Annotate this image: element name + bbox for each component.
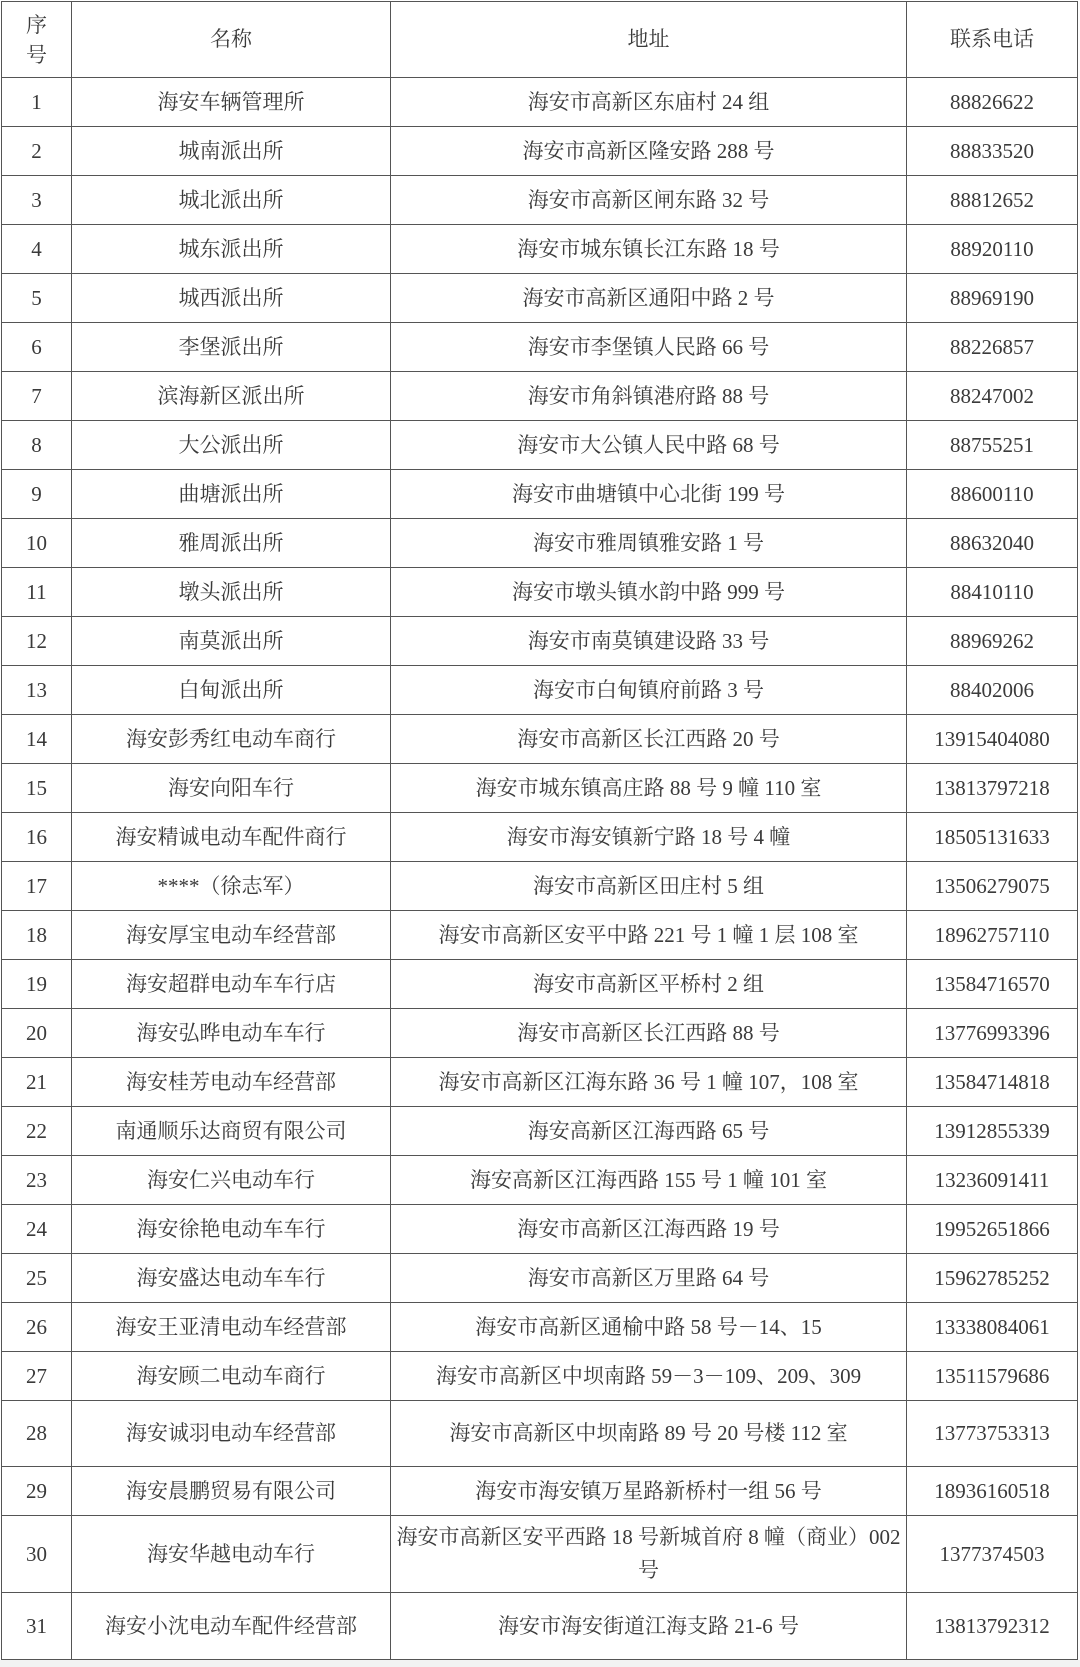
row-number: 17 (2, 862, 72, 911)
table-row (2, 225, 1078, 274)
contact-table (1, 1, 1078, 1660)
row-name: 城东派出所 (72, 225, 391, 274)
row-address: 海安市高新区江海东路 36 号 1 幢 107，108 室 (391, 1058, 907, 1107)
row-name: 海安徐艳电动车车行 (72, 1205, 391, 1254)
header-phone: 联系电话 (907, 2, 1078, 78)
table-row (2, 1401, 1078, 1467)
row-number: 23 (2, 1156, 72, 1205)
row-name: 白甸派出所 (72, 666, 391, 715)
row-phone: 13912855339 (907, 1107, 1078, 1156)
row-name: 海安桂芳电动车经营部 (72, 1058, 391, 1107)
row-name: 墩头派出所 (72, 568, 391, 617)
row-name: 海安精诚电动车配件商行 (72, 813, 391, 862)
row-number: 15 (2, 764, 72, 813)
row-name: 城北派出所 (72, 176, 391, 225)
row-phone: 1377374503 (907, 1516, 1078, 1593)
table-row (2, 470, 1078, 519)
table-row (2, 764, 1078, 813)
row-phone: 88402006 (907, 666, 1078, 715)
row-phone: 88812652 (907, 176, 1078, 225)
table-row (2, 274, 1078, 323)
row-name: 海安小沈电动车配件经营部 (72, 1593, 391, 1660)
table-row (2, 176, 1078, 225)
row-phone: 88632040 (907, 519, 1078, 568)
row-address: 海安市高新区长江西路 20 号 (391, 715, 907, 764)
row-phone: 13584714818 (907, 1058, 1078, 1107)
row-phone: 88755251 (907, 421, 1078, 470)
table-row (2, 1303, 1078, 1352)
row-number: 12 (2, 617, 72, 666)
row-address: 海安市高新区东庙村 24 组 (391, 78, 907, 127)
row-number: 3 (2, 176, 72, 225)
table-row (2, 666, 1078, 715)
table-row (2, 1516, 1078, 1593)
row-name: 海安盛达电动车车行 (72, 1254, 391, 1303)
row-name: 海安华越电动车行 (72, 1516, 391, 1593)
row-address: 海安市墩头镇水韵中路 999 号 (391, 568, 907, 617)
row-phone: 13506279075 (907, 862, 1078, 911)
row-address: 海安市城东镇长江东路 18 号 (391, 225, 907, 274)
table-row (2, 519, 1078, 568)
row-address: 海安市白甸镇府前路 3 号 (391, 666, 907, 715)
row-name: 海安诚羽电动车经营部 (72, 1401, 391, 1467)
row-name: 雅周派出所 (72, 519, 391, 568)
row-number: 10 (2, 519, 72, 568)
row-address: 海安市高新区平桥村 2 组 (391, 960, 907, 1009)
row-number: 13 (2, 666, 72, 715)
row-number: 4 (2, 225, 72, 274)
row-number: 11 (2, 568, 72, 617)
table-row (2, 78, 1078, 127)
row-address: 海安市高新区通阳中路 2 号 (391, 274, 907, 323)
table-row (2, 1009, 1078, 1058)
row-address: 海安市高新区田庄村 5 组 (391, 862, 907, 911)
row-name: 海安晨鹏贸易有限公司 (72, 1467, 391, 1516)
table-row (2, 372, 1078, 421)
row-phone: 88410110 (907, 568, 1078, 617)
table-row (2, 1254, 1078, 1303)
row-address: 海安市城东镇高庄路 88 号 9 幢 110 室 (391, 764, 907, 813)
row-number: 28 (2, 1401, 72, 1467)
table-row (2, 617, 1078, 666)
table-header-row (2, 2, 1078, 78)
row-address: 海安市海安街道江海支路 21-6 号 (391, 1593, 907, 1660)
row-phone: 19952651866 (907, 1205, 1078, 1254)
row-name: 大公派出所 (72, 421, 391, 470)
table-row (2, 1467, 1078, 1516)
row-number: 18 (2, 911, 72, 960)
row-phone: 88826622 (907, 78, 1078, 127)
row-address: 海安市高新区万里路 64 号 (391, 1254, 907, 1303)
header-seq-line1: 序 (26, 12, 47, 37)
row-address: 海安市高新区闸东路 32 号 (391, 176, 907, 225)
row-phone: 88833520 (907, 127, 1078, 176)
row-phone: 18962757110 (907, 911, 1078, 960)
table-row (2, 1107, 1078, 1156)
row-name: 海安向阳车行 (72, 764, 391, 813)
row-number: 31 (2, 1593, 72, 1660)
row-phone: 18505131633 (907, 813, 1078, 862)
row-address: 海安市海安镇新宁路 18 号 4 幢 (391, 813, 907, 862)
row-name: 李堡派出所 (72, 323, 391, 372)
row-phone: 13813797218 (907, 764, 1078, 813)
row-number: 6 (2, 323, 72, 372)
page-footer-strip (0, 1660, 1080, 1667)
row-address: 海安市雅周镇雅安路 1 号 (391, 519, 907, 568)
table-row (2, 1593, 1078, 1660)
row-number: 16 (2, 813, 72, 862)
table-row (2, 813, 1078, 862)
header-seq-line2: 号 (26, 42, 47, 67)
row-number: 19 (2, 960, 72, 1009)
row-name: 海安超群电动车车行店 (72, 960, 391, 1009)
table-row (2, 1058, 1078, 1107)
row-address: 海安市高新区安平中路 221 号 1 幢 1 层 108 室 (391, 911, 907, 960)
row-number: 24 (2, 1205, 72, 1254)
row-name: ****（徐志军） (72, 862, 391, 911)
row-name: 海安彭秀红电动车商行 (72, 715, 391, 764)
row-address: 海安高新区江海西路 155 号 1 幢 101 室 (391, 1156, 907, 1205)
table-row (2, 323, 1078, 372)
row-phone: 15962785252 (907, 1254, 1078, 1303)
row-phone: 88226857 (907, 323, 1078, 372)
row-number: 7 (2, 372, 72, 421)
row-number: 2 (2, 127, 72, 176)
table-row (2, 568, 1078, 617)
row-address: 海安市高新区中坝南路 89 号 20 号楼 112 室 (391, 1401, 907, 1467)
table-row (2, 1156, 1078, 1205)
row-number: 9 (2, 470, 72, 519)
row-phone: 88600110 (907, 470, 1078, 519)
row-name: 曲塘派出所 (72, 470, 391, 519)
row-phone: 13813792312 (907, 1593, 1078, 1660)
row-phone: 13236091411 (907, 1156, 1078, 1205)
row-number: 14 (2, 715, 72, 764)
row-phone: 13511579686 (907, 1352, 1078, 1401)
row-phone: 88969262 (907, 617, 1078, 666)
row-phone: 13338084061 (907, 1303, 1078, 1352)
row-address: 海安市李堡镇人民路 66 号 (391, 323, 907, 372)
table-row (2, 862, 1078, 911)
row-name: 城西派出所 (72, 274, 391, 323)
row-phone: 13776993396 (907, 1009, 1078, 1058)
row-number: 27 (2, 1352, 72, 1401)
row-phone: 88920110 (907, 225, 1078, 274)
row-phone: 18936160518 (907, 1467, 1078, 1516)
row-address: 海安市海安镇万星路新桥村一组 56 号 (391, 1467, 907, 1516)
header-address: 地址 (391, 2, 907, 78)
table-row (2, 1205, 1078, 1254)
header-name: 名称 (72, 2, 391, 78)
row-name: 海安王亚清电动车经营部 (72, 1303, 391, 1352)
row-name: 南通顺乐达商贸有限公司 (72, 1107, 391, 1156)
row-phone: 88969190 (907, 274, 1078, 323)
row-number: 30 (2, 1516, 72, 1593)
row-address: 海安市高新区通榆中路 58 号－14、15 (391, 1303, 907, 1352)
row-address: 海安市高新区安平西路 18 号新城首府 8 幢（商业）002 号 (391, 1516, 907, 1593)
row-number: 26 (2, 1303, 72, 1352)
row-address: 海安市高新区江海西路 19 号 (391, 1205, 907, 1254)
table-row (2, 715, 1078, 764)
row-phone: 88247002 (907, 372, 1078, 421)
table-row (2, 960, 1078, 1009)
row-address: 海安市高新区长江西路 88 号 (391, 1009, 907, 1058)
row-name: 海安厚宝电动车经营部 (72, 911, 391, 960)
row-address: 海安市大公镇人民中路 68 号 (391, 421, 907, 470)
row-phone: 13584716570 (907, 960, 1078, 1009)
row-address: 海安市高新区隆安路 288 号 (391, 127, 907, 176)
row-name: 海安弘晔电动车车行 (72, 1009, 391, 1058)
row-number: 21 (2, 1058, 72, 1107)
row-address: 海安高新区江海西路 65 号 (391, 1107, 907, 1156)
table-row (2, 1352, 1078, 1401)
row-name: 海安车辆管理所 (72, 78, 391, 127)
row-phone: 13915404080 (907, 715, 1078, 764)
header-seq (2, 2, 72, 78)
row-address: 海安市高新区中坝南路 59－3－109、209、309 (391, 1352, 907, 1401)
row-number: 20 (2, 1009, 72, 1058)
row-name: 滨海新区派出所 (72, 372, 391, 421)
row-number: 22 (2, 1107, 72, 1156)
table-row (2, 127, 1078, 176)
row-number: 8 (2, 421, 72, 470)
table-row (2, 421, 1078, 470)
table-row (2, 911, 1078, 960)
row-name: 城南派出所 (72, 127, 391, 176)
row-address: 海安市角斜镇港府路 88 号 (391, 372, 907, 421)
row-number: 1 (2, 78, 72, 127)
row-address: 海安市南莫镇建设路 33 号 (391, 617, 907, 666)
row-name: 海安仁兴电动车行 (72, 1156, 391, 1205)
row-phone: 13773753313 (907, 1401, 1078, 1467)
row-number: 5 (2, 274, 72, 323)
row-name: 南莫派出所 (72, 617, 391, 666)
row-address: 海安市曲塘镇中心北街 199 号 (391, 470, 907, 519)
row-number: 29 (2, 1467, 72, 1516)
row-number: 25 (2, 1254, 72, 1303)
row-name: 海安顾二电动车商行 (72, 1352, 391, 1401)
